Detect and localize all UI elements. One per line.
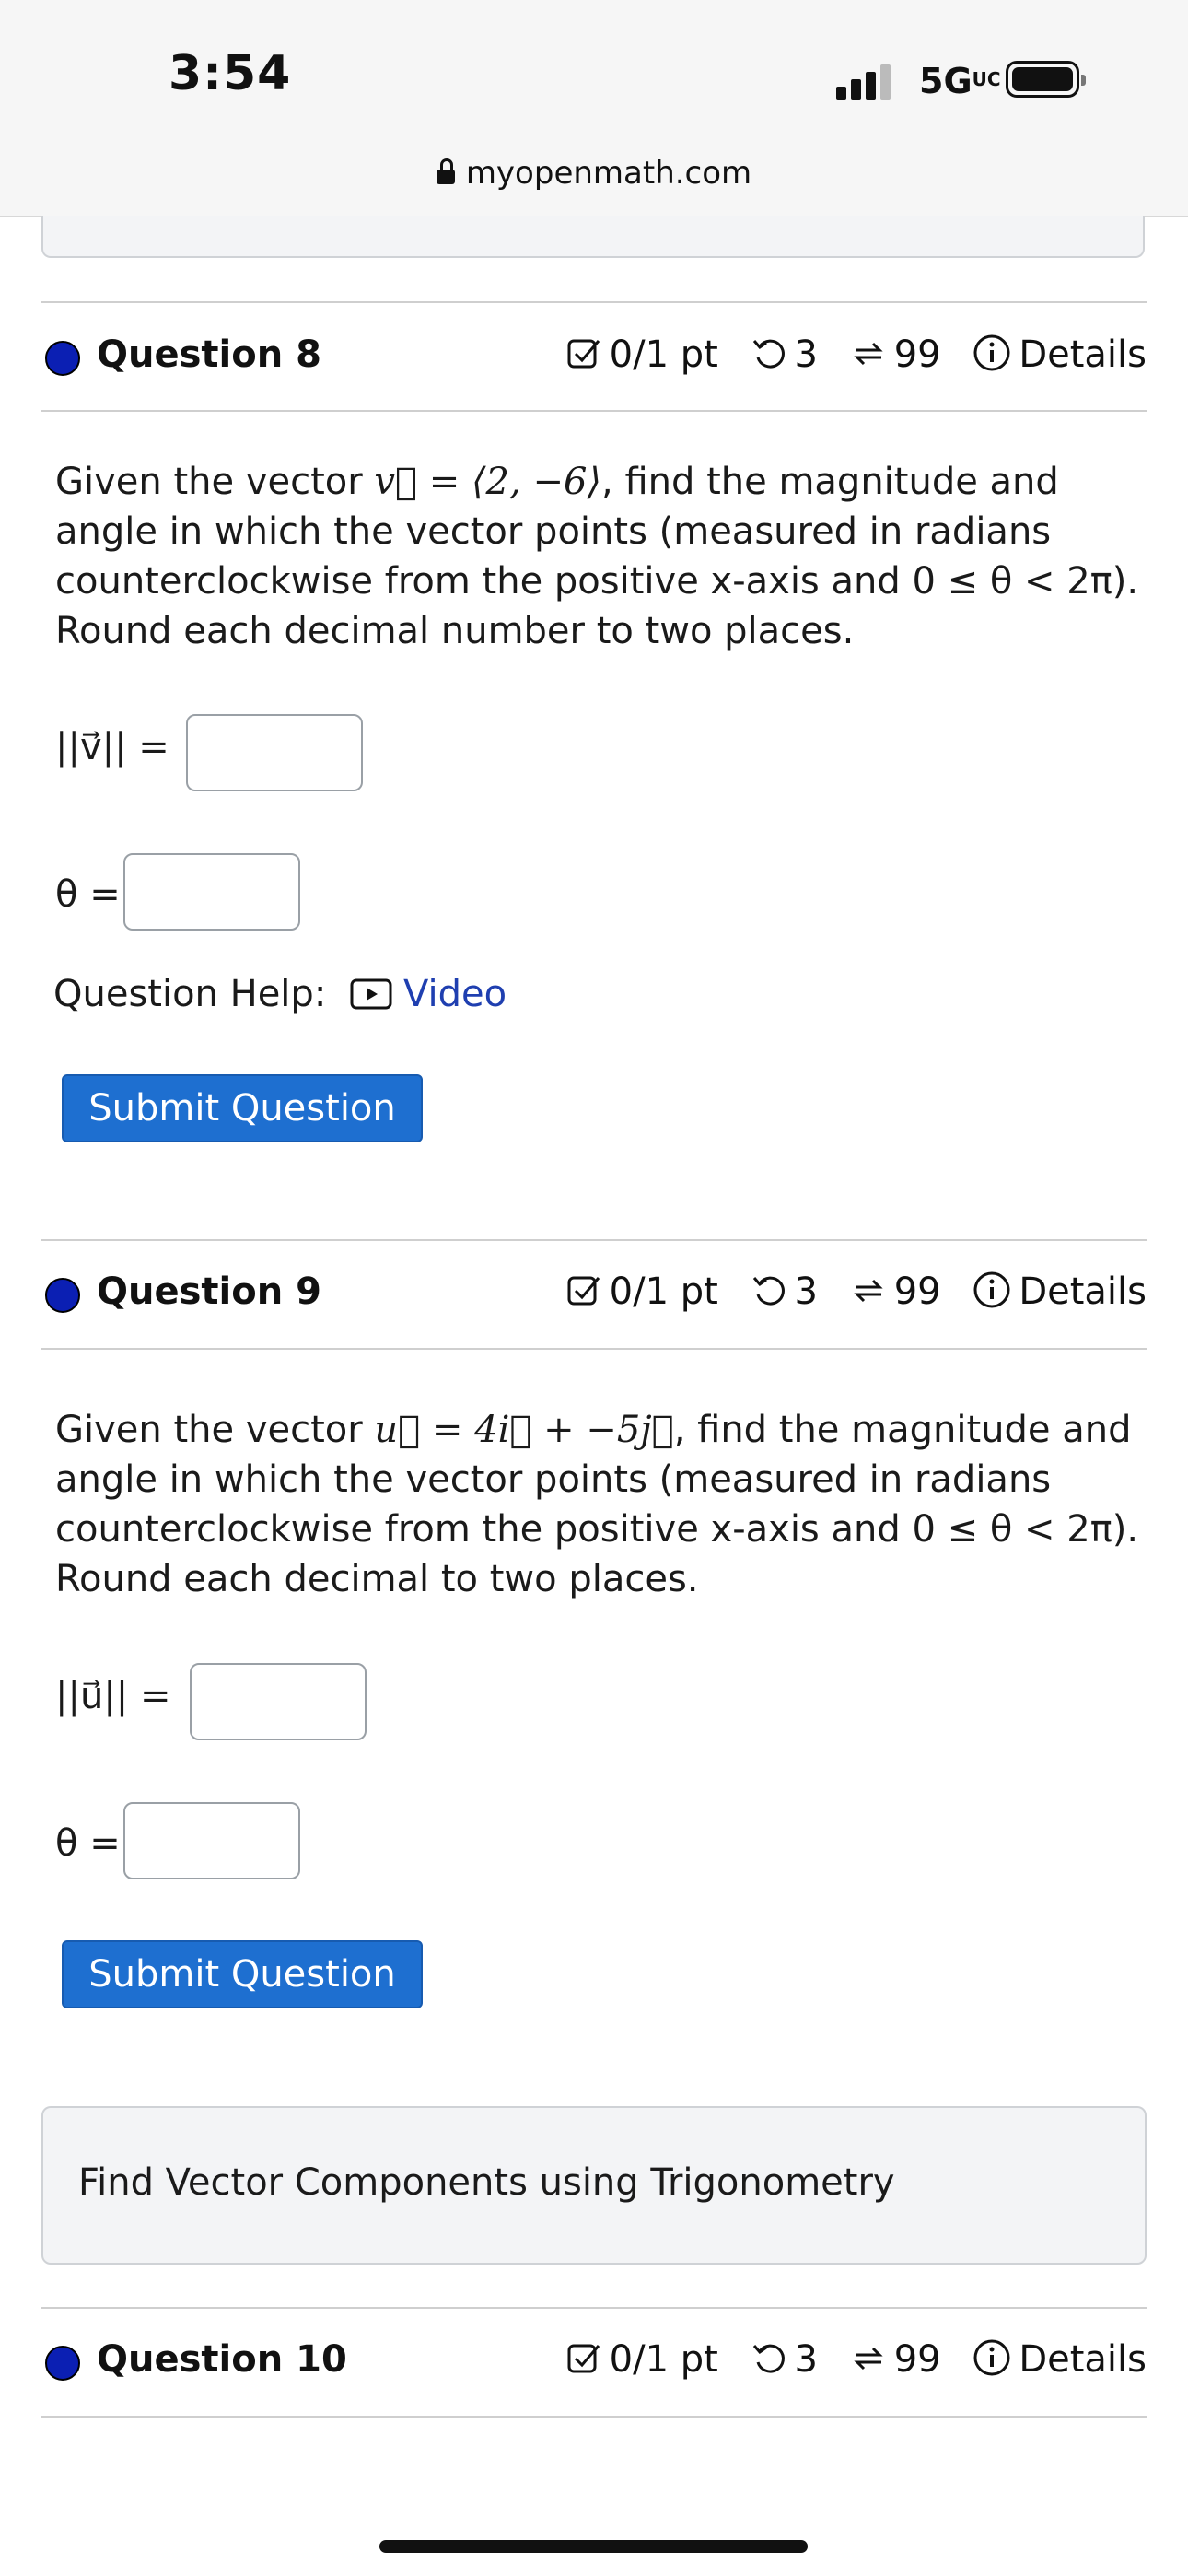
video-icon (350, 977, 392, 1012)
question-help-label: Question Help: (53, 973, 327, 1015)
retry-icon (751, 335, 787, 372)
info-icon (973, 2338, 1011, 2377)
lock-icon (437, 170, 455, 184)
question-prompt: Given the vector u⃗ = 4i⃗ + −5j⃗, find the magnitude and angle in which the vector points (measured in radians counterclockwise from the positive x-axis and 0 ≤ θ < 2π). Round each decimal to two places. (55, 1409, 1139, 1600)
question-title: Question 10 (97, 2338, 347, 2381)
question-title: Question 8 (97, 334, 321, 376)
magnitude-input[interactable] (186, 714, 363, 791)
score-badge: 0/1 pt (565, 1270, 718, 1313)
video-link[interactable]: Video (350, 973, 507, 1015)
magnitude-input[interactable] (190, 1663, 367, 1740)
home-indicator[interactable] (379, 2540, 808, 2553)
info-icon (973, 1270, 1011, 1309)
details-button[interactable]: Details (973, 2338, 1147, 2381)
question-header (41, 2318, 1147, 2410)
question-title: Question 9 (97, 1270, 321, 1313)
question-meta (545, 1270, 1147, 1313)
checkbox-icon (565, 2340, 602, 2377)
regenerate-icon (850, 335, 887, 372)
retry-icon (751, 2340, 787, 2377)
checkbox-icon (565, 1272, 602, 1309)
attempts-badge: 3 (751, 1270, 818, 1313)
magnitude-label: ||v⃗|| = (55, 726, 169, 768)
divider (41, 301, 1147, 303)
math-expression: v⃗ = ⟨2, −6⟩ (374, 461, 602, 503)
math-expression: u⃗ = 4i⃗ + −5j⃗ (374, 1409, 674, 1451)
status-bar (0, 0, 1188, 147)
details-button[interactable]: Details (973, 1270, 1147, 1313)
theta-label: θ = (55, 873, 121, 916)
divider (41, 2416, 1147, 2418)
submit-question-button[interactable]: Submit Question (62, 1074, 423, 1142)
network-indicator: $5G^{UC}$ (919, 61, 1001, 101)
info-icon (973, 334, 1011, 372)
regen-badge: 99 (850, 2338, 941, 2381)
details-button[interactable]: Details (973, 334, 1147, 376)
question-meta (545, 2338, 1147, 2381)
url-text: myopenmath.com (465, 155, 752, 192)
divider (41, 410, 1147, 412)
retry-icon (751, 1272, 787, 1309)
section-heading: Find Vector Components using Trigonometry (78, 2161, 895, 2204)
regenerate-icon (850, 2340, 887, 2377)
checkbox-icon (565, 335, 602, 372)
divider (41, 1239, 1147, 1241)
theta-label: θ = (55, 1822, 121, 1865)
divider (41, 2307, 1147, 2309)
submit-question-button[interactable]: Submit Question (62, 1940, 423, 2008)
clock: 3:54 (169, 46, 292, 101)
question-prompt: Given the vector v⃗ = ⟨2, −6⟩, find the magnitude and angle in which the vector points (measured in radians counterclockwise from the positive x-axis and 0 ≤ θ < 2π). Round each decimal number to two places. (55, 461, 1139, 652)
score-badge: 0/1 pt (565, 2338, 718, 2381)
score-badge: 0/1 pt (565, 334, 718, 376)
question-meta (545, 334, 1147, 376)
regenerate-icon (850, 1272, 887, 1309)
section-heading-box (41, 2106, 1147, 2265)
theta-input[interactable] (123, 1802, 300, 1879)
regen-badge: 99 (850, 334, 941, 376)
attempts-badge: 3 (751, 334, 818, 376)
magnitude-label: ||u⃗|| = (55, 1675, 171, 1717)
regen-badge: 99 (850, 1270, 941, 1313)
question-header (41, 313, 1147, 405)
question-header (41, 1250, 1147, 1342)
address-bar[interactable] (0, 147, 1188, 217)
signal-icon (836, 63, 897, 100)
theta-input[interactable] (123, 853, 300, 931)
attempts-badge: 3 (751, 2338, 818, 2381)
previous-card-bottom (41, 216, 1145, 258)
status-dot-icon (45, 2346, 80, 2381)
status-dot-icon (45, 1278, 80, 1313)
status-dot-icon (45, 341, 80, 376)
battery-icon (1006, 61, 1079, 98)
divider (41, 1348, 1147, 1350)
